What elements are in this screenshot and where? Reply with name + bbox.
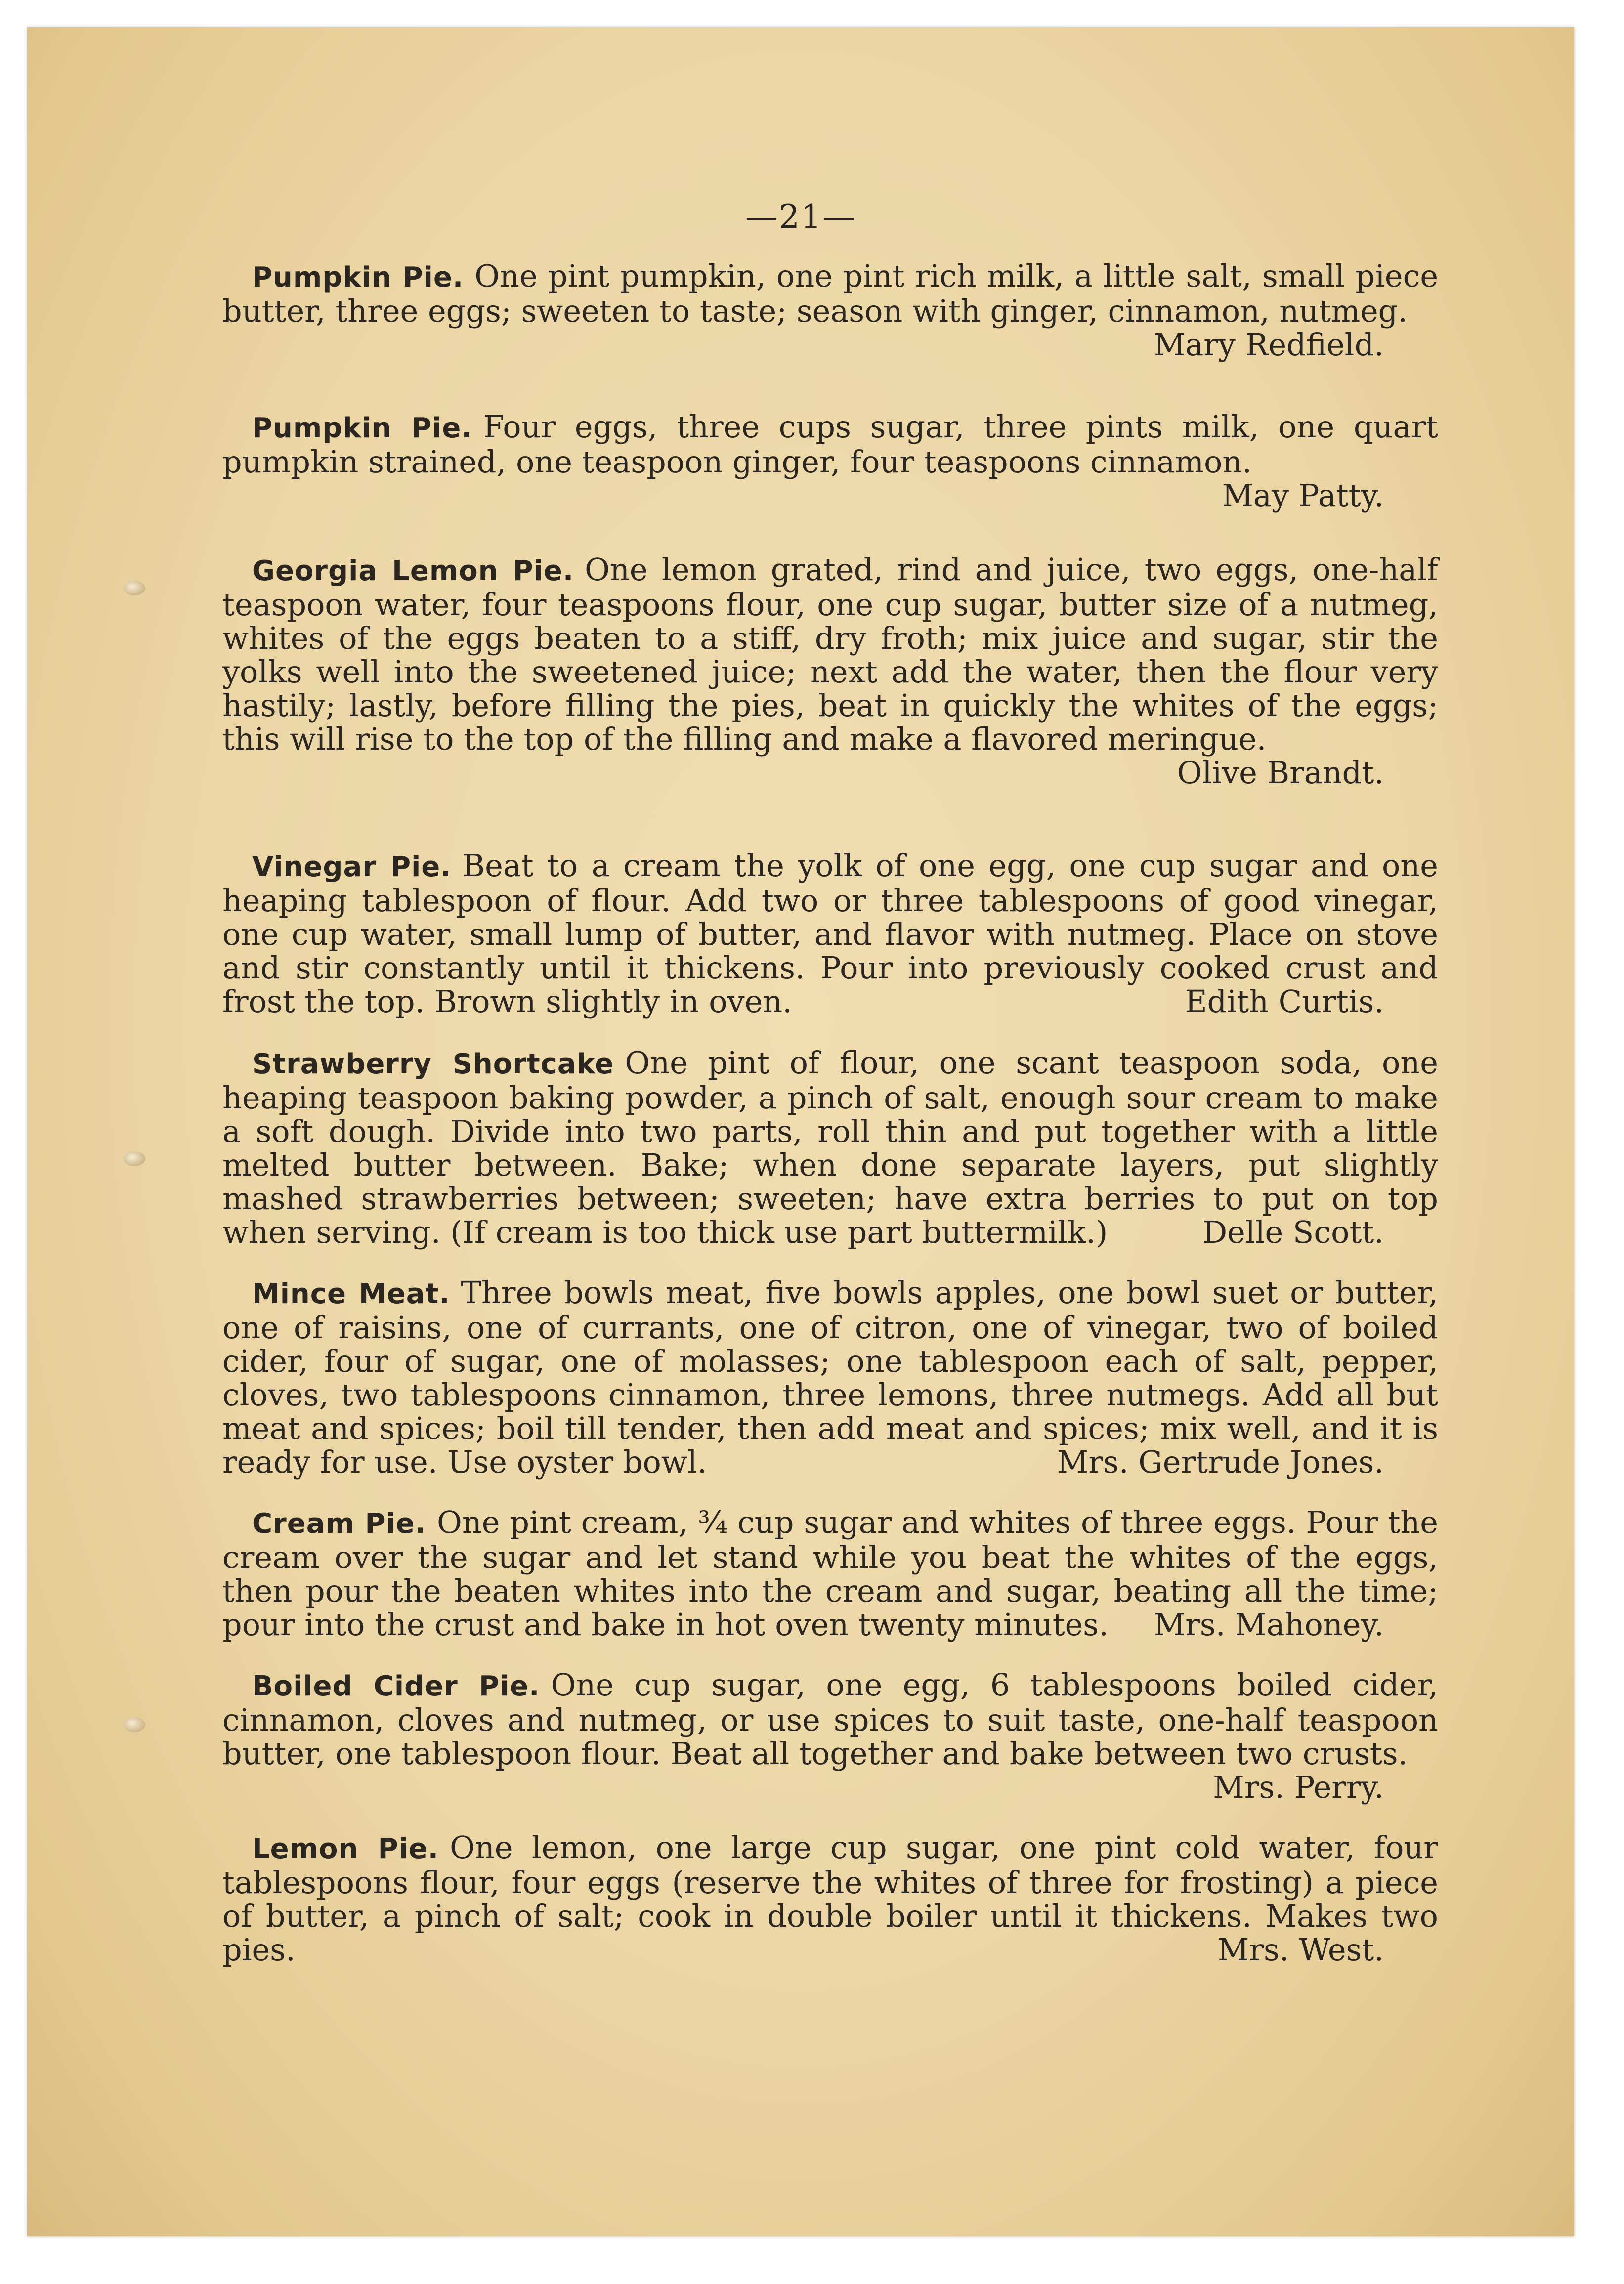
recipe-list [222, 259, 1438, 1967]
recipe-author: Mrs. West. [1217, 1932, 1384, 1968]
recipe-title: Vinegar Pie. [252, 851, 452, 883]
recipe [222, 1506, 1438, 1642]
recipe-title: Lemon Pie. [252, 1833, 439, 1865]
recipe-title: Boiled Cider Pie. [252, 1670, 540, 1702]
recipe-title: Georgia Lemon Pie. [252, 555, 574, 587]
recipe-author: Edith Curtis. [1185, 983, 1384, 1019]
recipe-body: Three bowls meat, five bowls apples, one bowl suet or butter, one of raisins, one of currants, one of citron, one of vinegar, two of boiled cider, four of sugar, one of molasses; one tablespoon each of salt, pepper, cloves, two tablespoons cinnamon, three lemons, three nutmegs. Add all but meat and spices; boil till tender, then add meat and spices; mix well, and it is ready for use. Use oyster bowl. [222, 1274, 1439, 1480]
recipe-body: One pint pumpkin, one pint rich milk, a little salt, small piece butter, three eggs; sweeten to taste; season with ginger, cinnamon, nutmeg. [222, 258, 1439, 329]
recipe-body: Beat to a cream the yolk of one egg, one cup sugar and one heaping tablespoon of flour. Add two or three tablespoons of good vinegar, one cup water, small lump of butter, and flavor with nutmeg. Place on stove and stir constantly until it thickens. Pour into previously cooked crust and frost the top. Brown slightly in oven. [222, 847, 1438, 1019]
recipe-body: One pint cream, ¾ cup sugar and whites of three eggs. Pour the cream over the sugar and let stand while you beat the whites of the eggs, then pour the beaten whites into the cream and sugar, beating all the time; pour into the crust and bake in hot oven twenty minutes. [222, 1504, 1438, 1643]
cookbook-page [27, 27, 1574, 2236]
recipe [222, 849, 1438, 1018]
recipe [222, 1668, 1438, 1804]
recipe [222, 1831, 1438, 1967]
recipe-author: Mrs. Gertrude Jones. [1057, 1444, 1384, 1480]
recipe-author: Mrs. Perry. [1213, 1769, 1384, 1805]
recipe-author: Mrs. Mahoney. [1154, 1607, 1384, 1643]
recipe-body: One pint of flour, one scant teaspoon soda, one heaping teaspoon baking powder, a pinch of salt, enough sour cream to make a soft dough. Divide into two parts, roll thin and put together with a little melted butter between. Bake; when done separate layers, put slightly mashed strawberries between; sweeten; have extra berries to put on top when serving. (If cream is too thick use part buttermilk.) [222, 1045, 1438, 1250]
recipe [222, 553, 1438, 790]
recipe-title: Strawberry Shortcake [252, 1048, 614, 1080]
recipe [222, 1046, 1438, 1249]
binding-hole [124, 1717, 145, 1732]
page-number: —21— [745, 198, 856, 236]
recipe-title: Pumpkin Pie. [252, 412, 472, 444]
recipe [222, 410, 1438, 512]
recipe-author: Mary Redfield. [1154, 327, 1384, 363]
recipe-body: One cup sugar, one egg, 6 tablespoons boiled cider, cinnamon, cloves and nutmeg, or use spices to suit taste, one-half teaspoon butter, one tablespoon flour. Beat all together and bake between two crusts. [222, 1667, 1438, 1772]
recipe-title: Mince Meat. [252, 1278, 450, 1310]
recipe-title: Pumpkin Pie. [252, 261, 464, 294]
recipe-author: May Patty. [1222, 477, 1384, 513]
recipe [222, 1276, 1438, 1479]
binding-hole [124, 1151, 145, 1166]
recipe-body: One lemon, one large cup sugar, one pint cold water, four tablespoons flour, four eggs (reserve the whites of three for frosting) a piece of butter, a pinch of salt; cook in double boiler until it thickens. Makes two pies. [222, 1829, 1438, 1968]
recipe [222, 259, 1438, 362]
binding-hole [124, 581, 145, 595]
recipe-author: Delle Scott. [1202, 1214, 1384, 1250]
recipe-body: One lemon grated, rind and juice, two eggs, one-half teaspoon water, four teaspoons flour, one cup sugar, butter size of a nutmeg, whites of the eggs beaten to a stiff, dry froth; mix juice and sugar, stir the yolks well into the sweetened juice; next add the water, then the flour very hastily; lastly, before filling the pies, beat in quickly the whites of the eggs; this will rise to the top of the filling and make a flavored meringue. [222, 551, 1438, 757]
recipe-author: Olive Brandt. [1177, 755, 1384, 791]
recipe-title: Cream Pie. [252, 1508, 427, 1540]
recipe-body: Four eggs, three cups sugar, three pints milk, one quart pumpkin strained, one teaspoon ginger, four teaspoons cinnamon. [222, 409, 1439, 480]
